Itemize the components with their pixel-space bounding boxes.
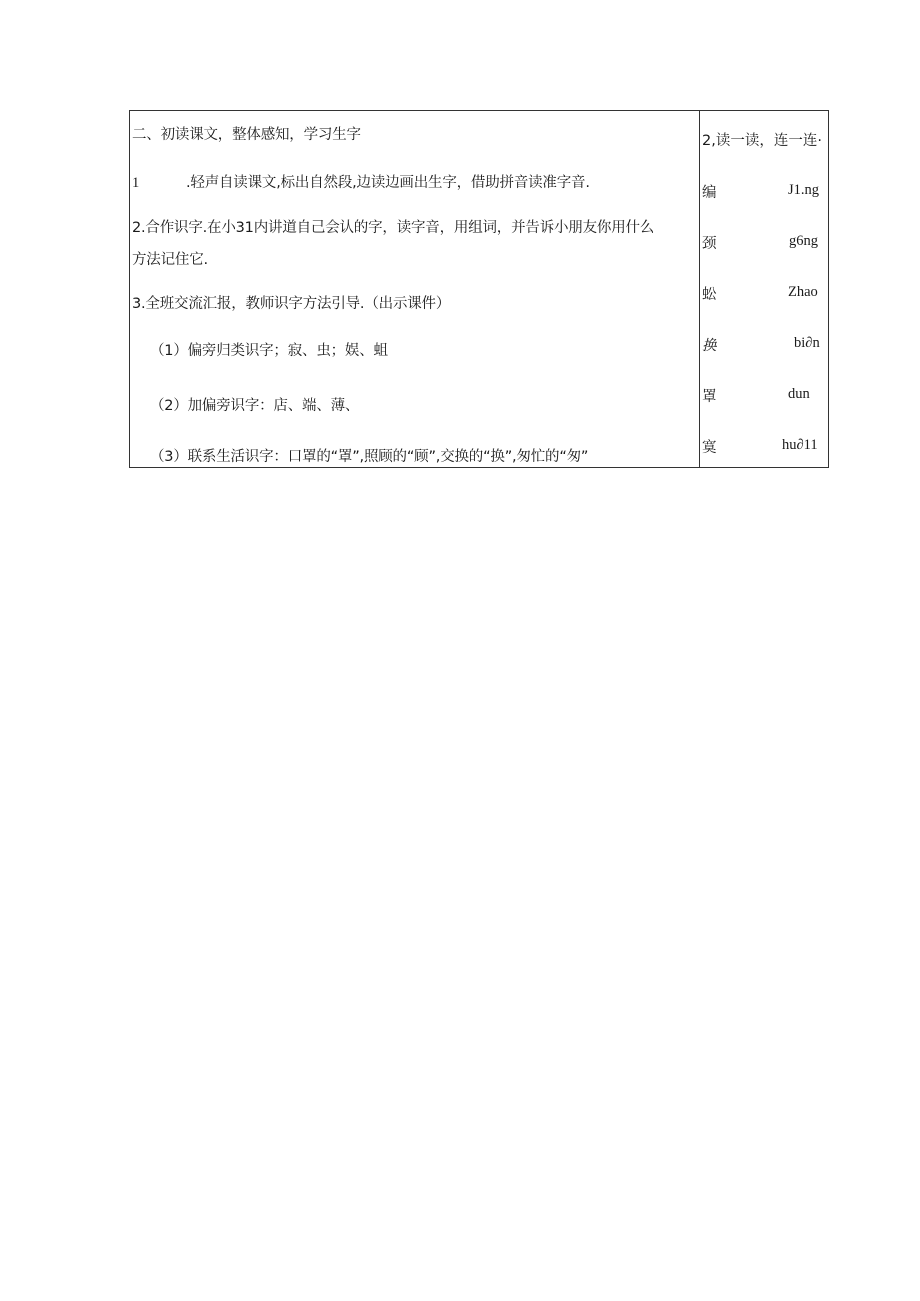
step-2-line-1: 2.合作识字.在小31内讲道自己会认的字，读字音，用组词，并告诉小朋友你用什么 <box>132 220 655 236</box>
match-pinyin: bi∂n <box>794 335 820 351</box>
matching-exercise-cell <box>700 111 828 467</box>
lesson-steps-cell <box>130 111 700 467</box>
match-pinyin: dun <box>788 386 810 402</box>
match-pinyin: hu∂11 <box>782 437 818 453</box>
match-char: 换 <box>702 338 717 354</box>
match-pinyin: J1.ng <box>788 182 820 198</box>
match-char: 寞 <box>702 440 717 456</box>
match-char: 蚣 <box>702 287 717 303</box>
step-3: 3.全班交流汇报，教师识字方法引导.（出示课件） <box>132 296 451 312</box>
sub-step-1: （1）偏旁归类识字；寂、虫；娱、蛆 <box>150 343 388 359</box>
exercise-title: 2,读一读，连一连· <box>702 133 822 149</box>
match-pinyin: Zhao <box>788 284 818 300</box>
step-1 <box>132 171 590 192</box>
sub-step-2: （2）加偏旁识字：店、端、薄、 <box>150 398 360 414</box>
match-char: 罩 <box>702 389 717 405</box>
step-2-line-2: 方法记住它. <box>132 252 208 268</box>
section-heading: 二、初读课文，整体感知，学习生字 <box>132 127 361 143</box>
match-char: 编 <box>702 185 717 201</box>
match-char: 颈 <box>702 236 717 252</box>
sub-step-3: （3）联系生活识字：口罩的“罩”,照顾的“顾”,交换的“换”,匆忙的“匆” <box>150 449 589 465</box>
match-pinyin: g6ng <box>789 233 818 249</box>
step-1-number: 1 <box>132 175 140 191</box>
lesson-table <box>129 110 829 468</box>
step-1-text: .轻声自读课文,标出自然段,边读边画出生字，借助拼音读准字音. <box>186 175 590 191</box>
